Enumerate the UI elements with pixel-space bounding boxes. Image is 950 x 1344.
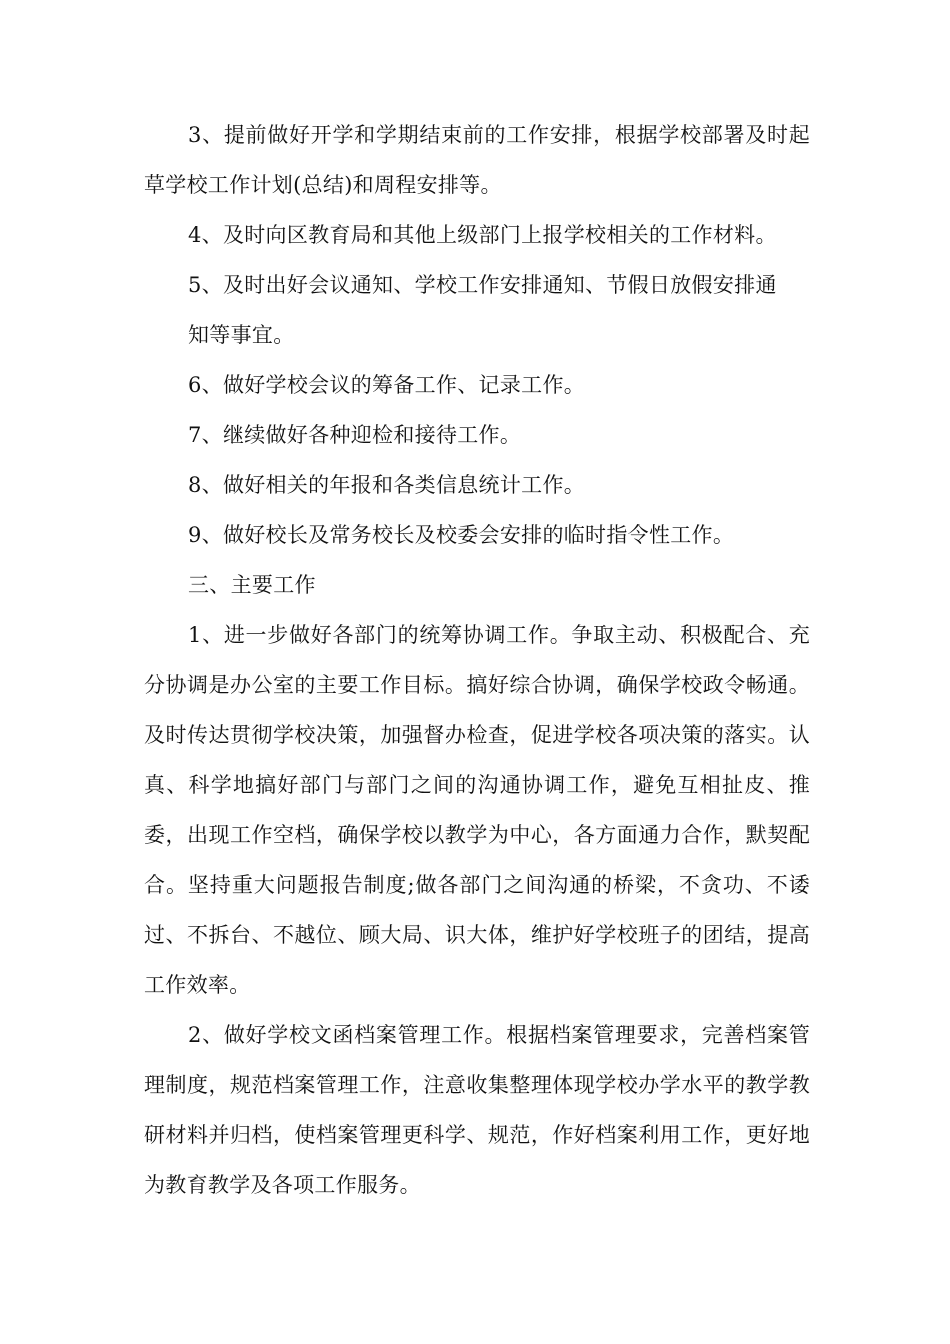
paragraph-item-8: 8、做好相关的年报和各类信息统计工作。 [188, 473, 586, 497]
paragraph-item-6: 6、做好学校会议的筹备工作、记录工作。 [188, 373, 586, 397]
paragraph-item-7: 7、继续做好各种迎检和接待工作。 [188, 423, 522, 447]
paragraph-item-5-continued: 知等事宜。 [188, 323, 295, 347]
paragraph-item-3: 3、提前做好开学和学期结束前的工作安排，根据学校部署及时起草学校工作计划(总结)和周程安排等。 [144, 123, 810, 197]
paragraph-item-9: 9、做好校长及常务校长及校委会安排的临时指令性工作。 [188, 523, 735, 547]
paragraph-item-5: 5、及时出好会议通知、学校工作安排通知、节假日放假安排通 [188, 273, 777, 297]
section-heading: 三、主要工作 [188, 573, 316, 597]
paragraph-main-work-1: 1、进一步做好各部门的统筹协调工作。争取主动、积极配合、充分协调是办公室的主要工作目标。搞好综合协调，确保学校政令畅通。及时传达贯彻学校决策，加强督办检查，促进学校各项决策的落实。认真、科学地搞好部门与部门之间的沟通协调工作，避免互相扯皮、推委，出现工作空档，确保学校以教学为中心，各方面通力合作，默契配合。坚持重大问题报告制度;做各部门之间沟通的桥梁，不贪功、不诿过、不拆台、不越位、顾大局、识大体，维护好学校班子的团结，提高工作效率。 [144, 623, 810, 997]
paragraph-main-work-2: 2、做好学校文函档案管理工作。根据档案管理要求，完善档案管理制度，规范档案管理工作，注意收集整理体现学校办学水平的教学教研材料并归档，使档案管理更科学、规范，作好档案利用工作，更好地为教育教学及各项工作服务。 [144, 1023, 810, 1197]
paragraph-item-4: 4、及时向区教育局和其他上级部门上报学校相关的工作材料。 [188, 223, 777, 247]
document-body [144, 110, 810, 1210]
